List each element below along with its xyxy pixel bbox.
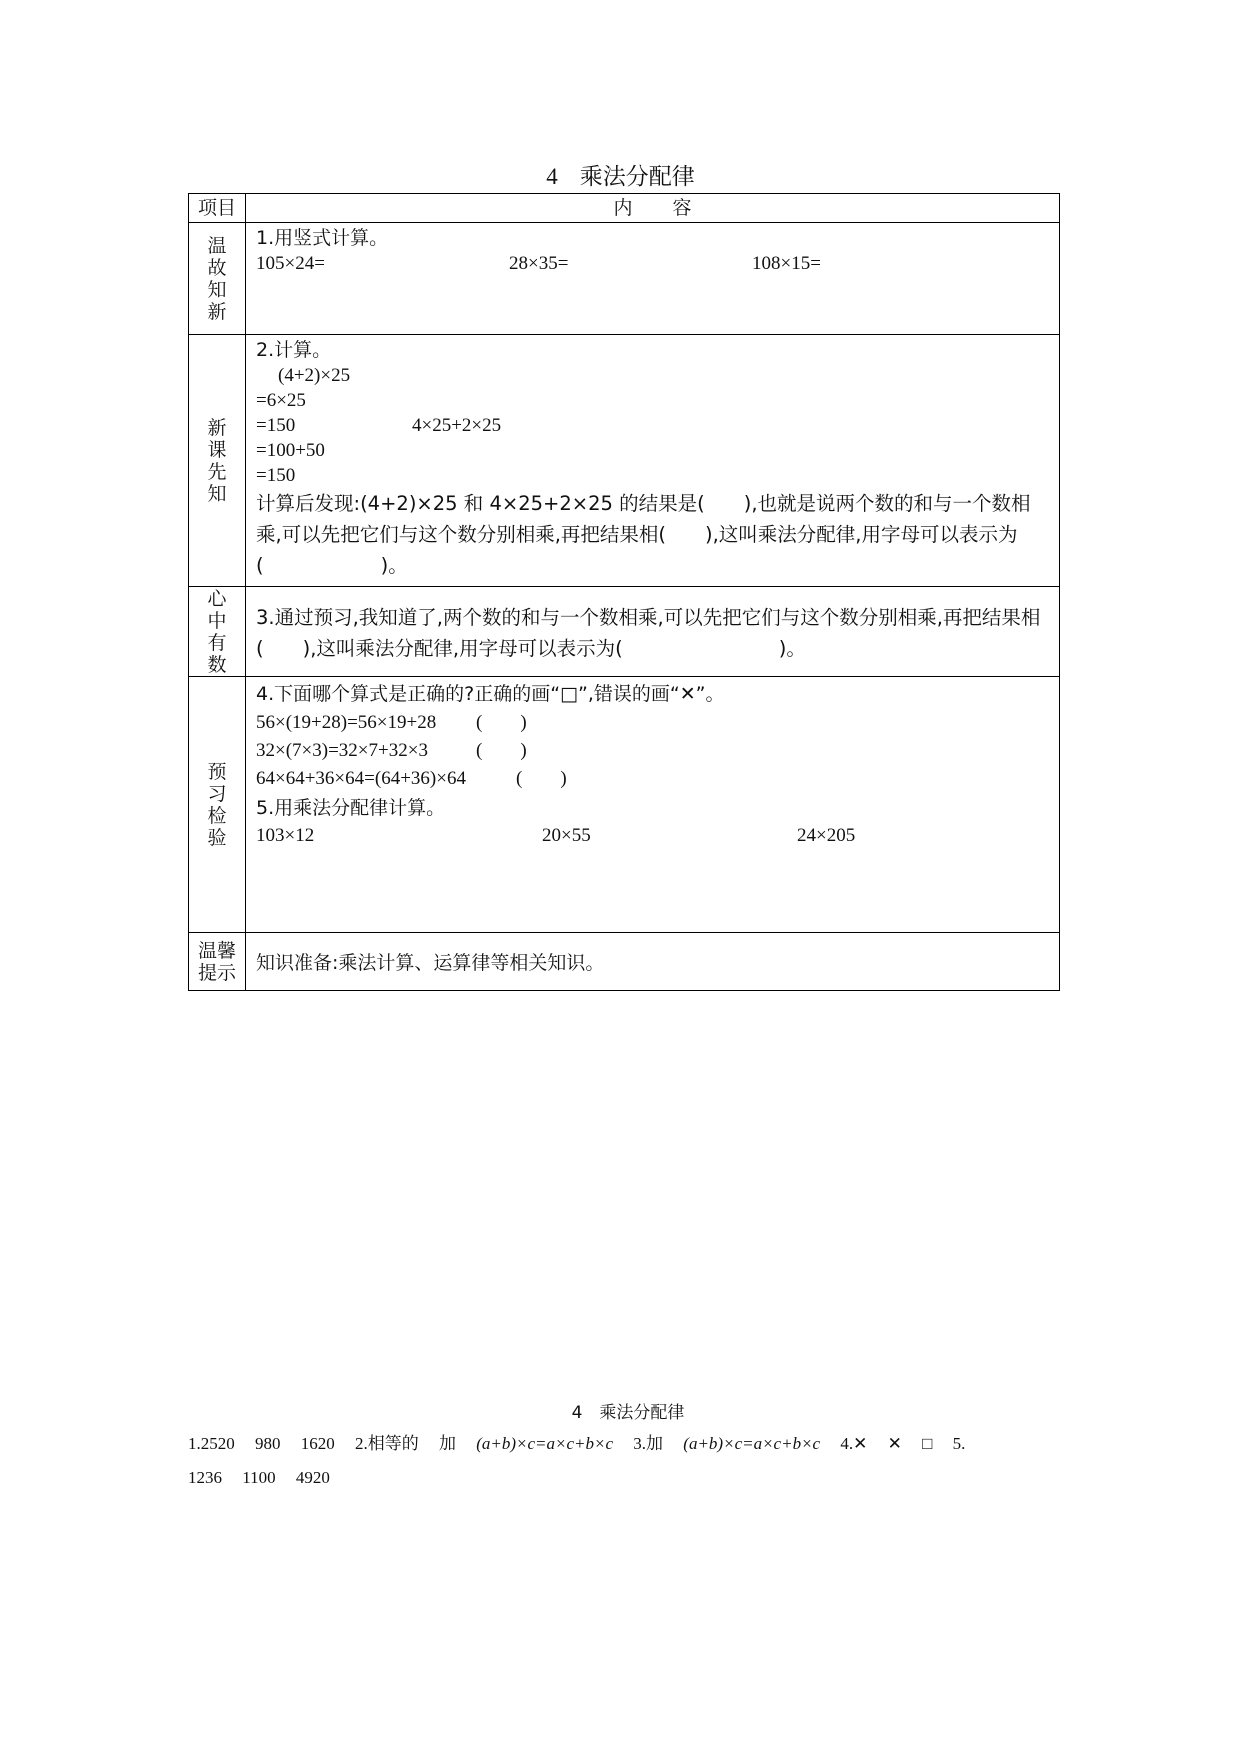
- answer-section: [188, 1398, 1068, 1495]
- header-item: 项目: [197, 197, 236, 219]
- title-number: 4: [546, 164, 558, 189]
- header-item-cell: [189, 194, 246, 223]
- answer-line-2: 1236 1100 4920: [188, 1468, 330, 1487]
- question-3: 3.通过预习,我知道了,两个数的和与一个数相乘,可以先把它们与这个数分别相乘,再把结果相( ),这叫乘法分配律,用字母可以表示为( )。: [256, 606, 1041, 660]
- expr: 28×35=: [509, 253, 569, 274]
- calc-line: (4+2)×25: [278, 365, 351, 386]
- calc-line: =100+50: [256, 440, 325, 461]
- expr-row: [256, 251, 1049, 276]
- answer-line-1: 1.2520 980 1620 2.相等的 加 (a+b)×c=a×c+b×c 3.加 (a+b)×c=a×c+b×c 4.✕ ✕ □ 5.: [188, 1434, 966, 1453]
- row-content: [246, 933, 1060, 991]
- calc-right-expr: 4×25+2×25: [412, 415, 502, 436]
- question-5: 5.用乘法分配律计算。: [256, 797, 446, 819]
- row-label: 温馨提示: [197, 939, 236, 984]
- table-row: [189, 677, 1060, 933]
- expr: 20×55: [542, 825, 591, 846]
- expr: 108×15=: [752, 253, 821, 274]
- answer-title: 4 乘法分配律: [571, 1403, 685, 1423]
- row-label: 心中有数: [207, 587, 227, 676]
- row-content: [246, 335, 1060, 587]
- answer-blank[interactable]: ( ): [476, 712, 527, 733]
- judge-line: 32×(7×3)=32×7+32×3 ( ): [256, 737, 1049, 765]
- table-row: [189, 587, 1060, 677]
- row-label-cell: [189, 933, 246, 991]
- table-row: [189, 933, 1060, 991]
- calc-line: =150 4×25+2×25: [256, 415, 502, 436]
- tip-text: 知识准备:乘法计算、运算律等相关知识。: [256, 951, 605, 974]
- expr: 24×205: [797, 825, 856, 846]
- row-label: 预习检验: [207, 760, 227, 849]
- row-content: [246, 223, 1060, 335]
- discovery-text: 计算后发现:(4+2)×25 和 4×25+2×25 的结果是( ),也就是说两个数的和与一个数相乘,可以先把它们与这个数分别相乘,再把结果相( ),这叫乘法分配律,用字母可以表示为( )。: [256, 492, 1031, 577]
- calc-line: =150: [256, 465, 296, 486]
- calc-line: =6×25: [256, 390, 306, 411]
- question-1: 1.用竖式计算。: [256, 227, 389, 249]
- answer-blank[interactable]: ( ): [516, 768, 567, 789]
- table-row: [189, 223, 1060, 335]
- header-content: 内 容: [613, 197, 692, 219]
- row-label-cell: [189, 223, 246, 335]
- row-label-cell: [189, 587, 246, 677]
- worksheet-table: [188, 193, 1060, 991]
- judge-line: 56×(19+28)=56×19+28 ( ): [256, 709, 1049, 737]
- row-label: 新课先知: [207, 416, 227, 505]
- question-2: 2.计算。: [256, 339, 332, 361]
- row-label-cell: [189, 335, 246, 587]
- question-4: 4.下面哪个算式是正确的?正确的画“□”,错误的画“✕”。: [256, 683, 725, 705]
- table-row: [189, 335, 1060, 587]
- row-content: [246, 677, 1060, 933]
- table-header-row: [189, 194, 1060, 223]
- answer-blank[interactable]: ( ): [476, 740, 527, 761]
- page-title: [0, 158, 1241, 191]
- expr-row: [256, 823, 1049, 848]
- row-label-cell: [189, 677, 246, 933]
- expr: 105×24=: [256, 253, 325, 274]
- judge-line: 64×64+36×64=(64+36)×64 ( ): [256, 765, 1049, 793]
- header-content-cell: [246, 194, 1060, 223]
- row-content: [246, 587, 1060, 677]
- row-label: 温故知新: [207, 234, 227, 323]
- expr: 103×12: [256, 825, 315, 846]
- title-text: 乘法分配律: [579, 164, 695, 190]
